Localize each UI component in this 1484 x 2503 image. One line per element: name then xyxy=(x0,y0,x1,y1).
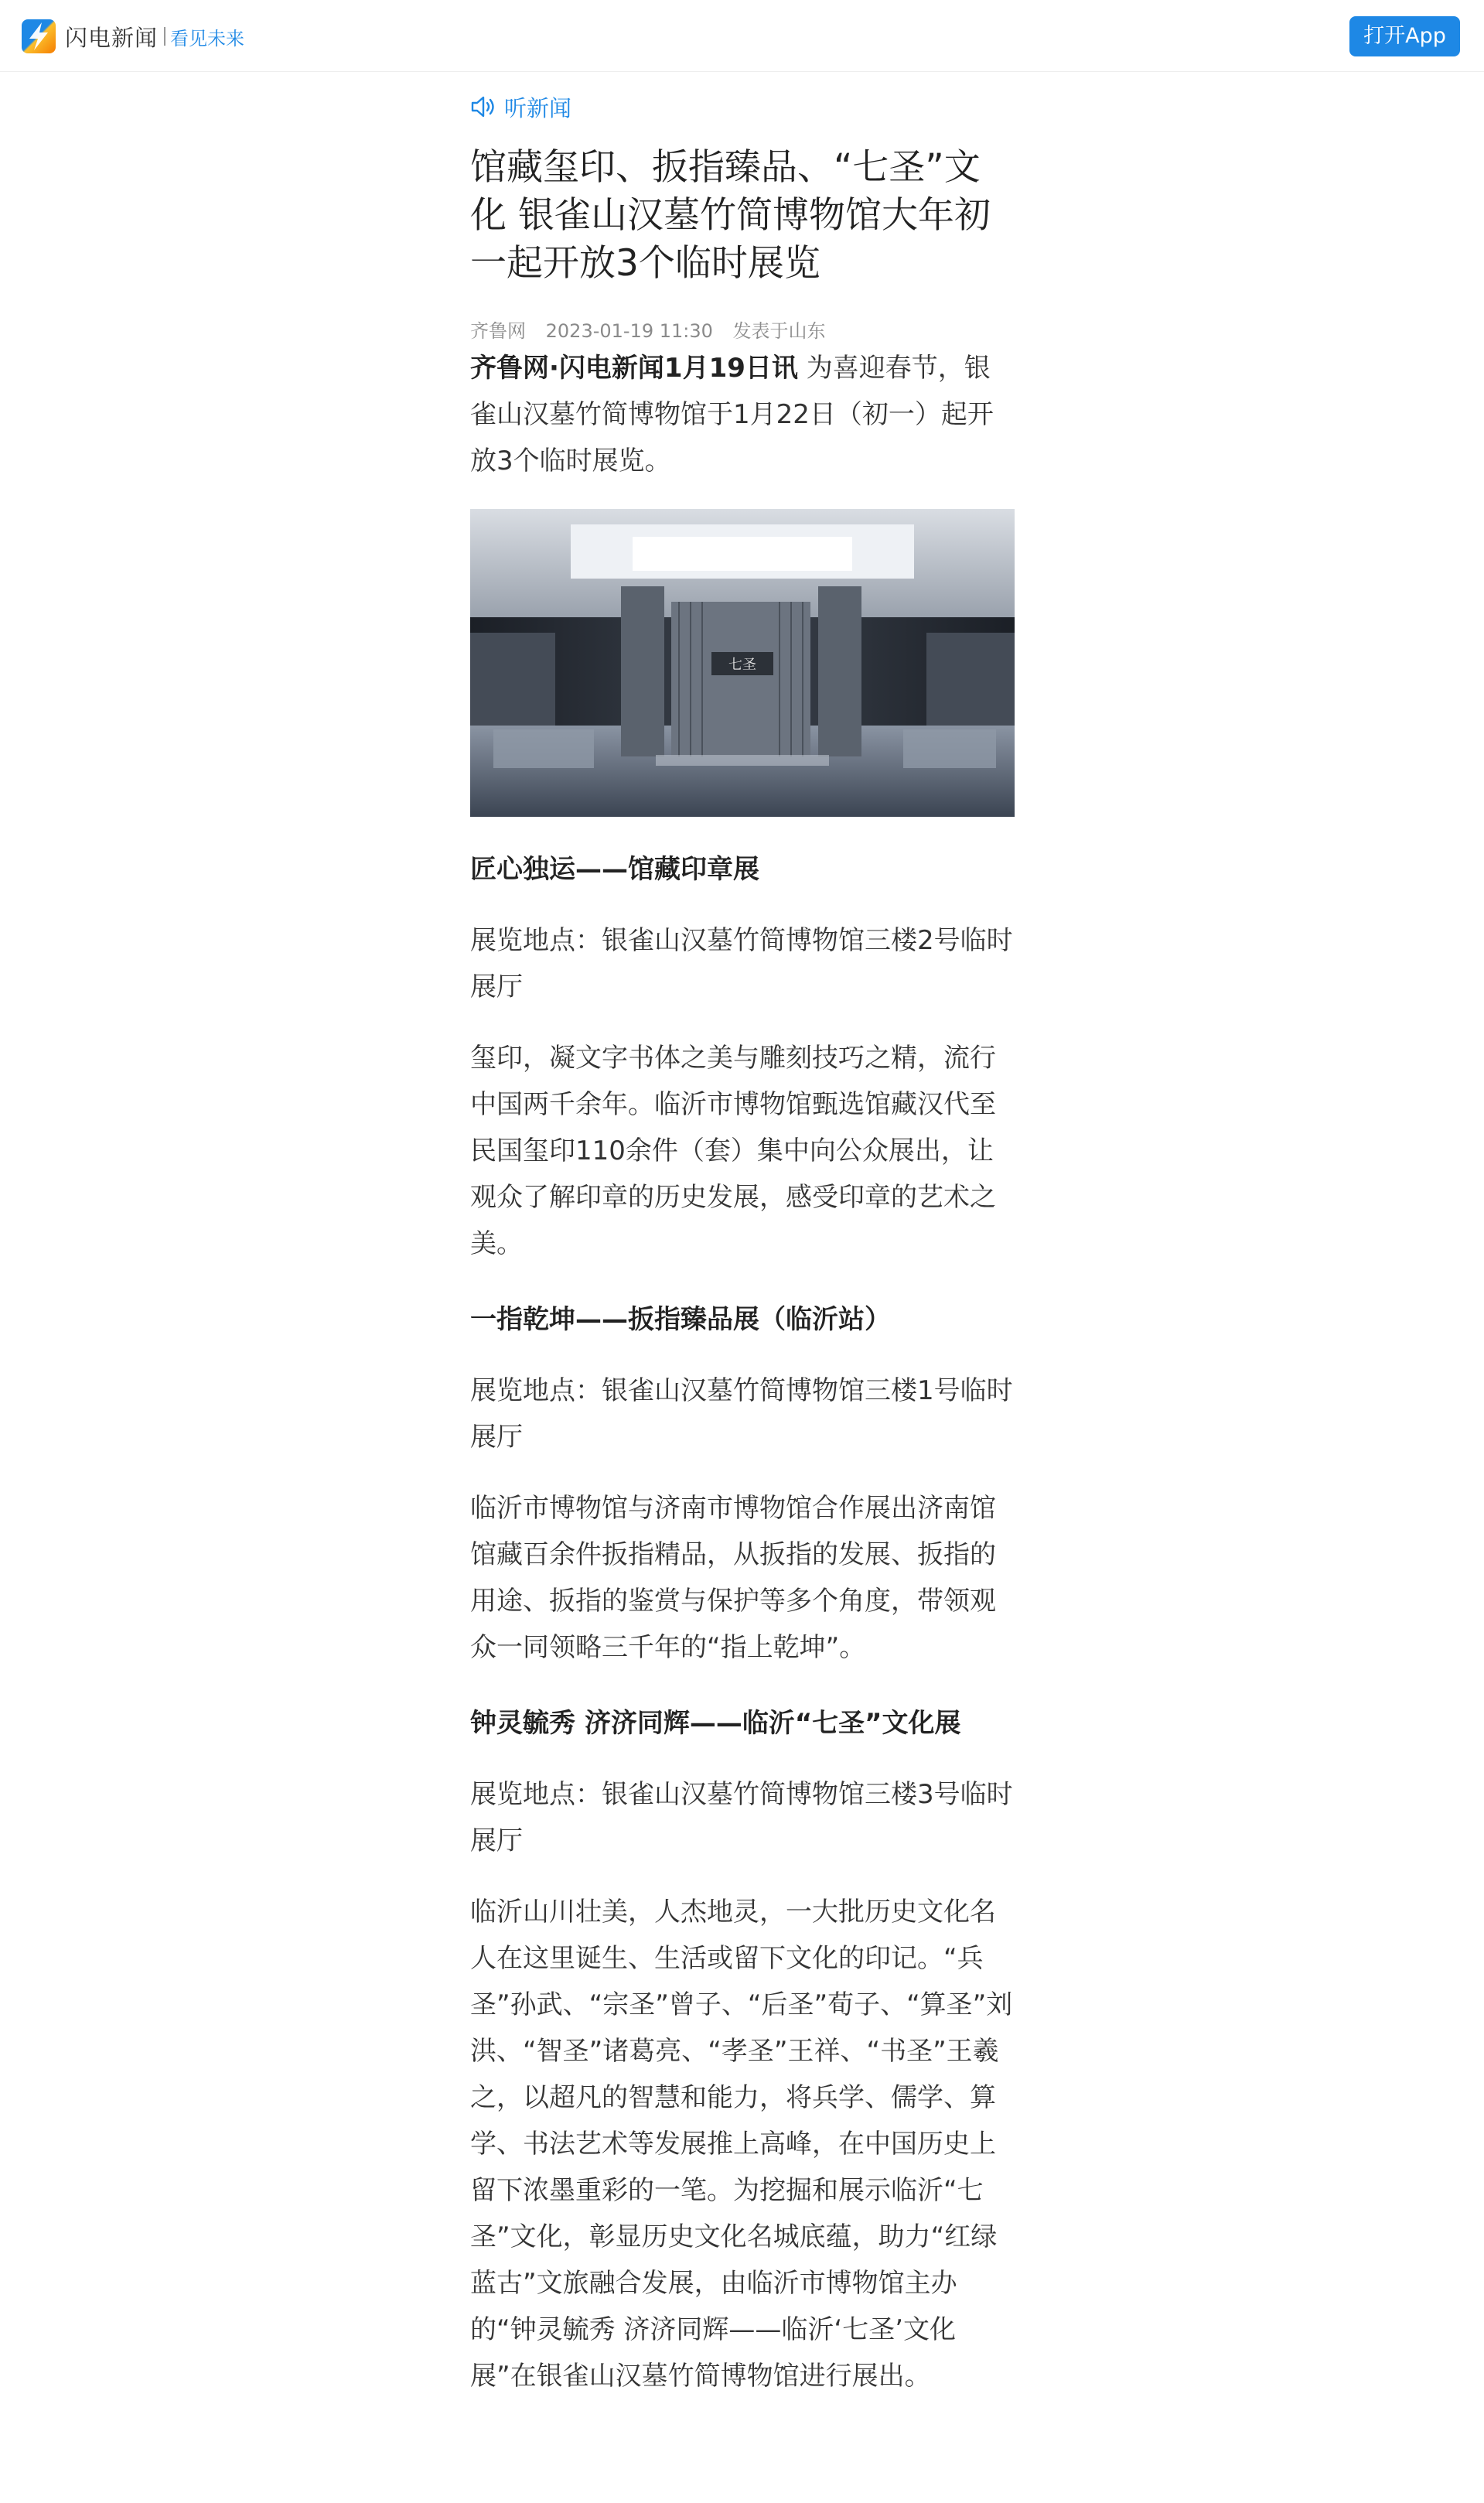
brand-divider xyxy=(164,27,165,46)
section-seven-sages-exhibition xyxy=(470,1700,1015,2399)
lead-paragraph xyxy=(470,345,1015,484)
section-location: 展览地点：银雀山汉墓竹简博物馆三楼2号临时展厅 xyxy=(470,925,1013,1002)
section-body: 临沂山川壮美，人杰地灵，一大批历史文化名人在这里诞生、生活或留下文化的印记。“兵圣”孙武、“宗圣”曾子、“后圣”荀子、“算圣”刘洪、“智圣”诸葛亮、“孝圣”王祥、“书圣”王羲之，以超凡的智慧和能力，将兵学、儒学、算学、书法艺术等发展推上高峰，在中国历史上留下浓墨重彩的一笔。为挖掘和展示临沂“七圣”文化，彰显历史文化名城底蕴，助力“红绿蓝古”文旅融合发展，由临沂市博物馆主办的“钟灵毓秀 济济同辉——临沂‘七圣’文化展”在银雀山汉墓竹简博物馆进行展出。 xyxy=(470,1897,1013,2392)
brand-name: 闪电新闻 xyxy=(65,24,159,51)
section-location: 展览地点：银雀山汉墓竹简博物馆三楼1号临时展厅 xyxy=(470,1375,1013,1453)
article-location: 发表于山东 xyxy=(732,320,826,342)
article-meta xyxy=(470,317,1015,345)
section-body: 临沂市博物馆与济南市博物馆合作展出济南馆馆藏百余件扳指精品，从扳指的发展、扳指的用途、扳指的鉴赏与保护等多个角度，带领观众一同领略三千年的“指上乾坤”。 xyxy=(470,1493,996,1663)
article-source: 齐鲁网 xyxy=(470,320,526,342)
lead-text: 为喜迎春节，银雀山汉墓竹简博物馆于1月22日（初一）起开放3个临时展览。 xyxy=(470,353,994,476)
section-thumb-ring-exhibition xyxy=(470,1296,1015,1671)
exhibition-hall-photo xyxy=(470,509,1015,817)
brand-logo[interactable] xyxy=(22,19,244,53)
section-body: 玺印，凝文字书体之美与雕刻技巧之精，流行中国两千余年。临沂市博物馆甄选馆藏汉代至民国玺印110余件（套）集中向公众展出，让观众了解印章的历史发展，感受印章的艺术之美。 xyxy=(470,1043,996,1259)
section-heading: 一指乾坤——扳指臻品展（临沂站） xyxy=(470,1304,891,1335)
section-heading: 匠心独运——馆藏印章展 xyxy=(470,854,759,885)
article xyxy=(470,90,1015,2399)
article-date: 2023-01-19 11:30 xyxy=(545,320,713,342)
brand-slogan: 看见未来 xyxy=(170,27,245,50)
section-seal-exhibition xyxy=(470,846,1015,1267)
section-heading: 钟灵毓秀 济济同辉——临沂“七圣”文化展 xyxy=(470,1708,961,1739)
section-location: 展览地点：银雀山汉墓竹简博物馆三楼3号临时展厅 xyxy=(470,1779,1013,1856)
top-bar xyxy=(0,0,1484,72)
lightning-logo-icon xyxy=(22,19,56,53)
listen-news-button[interactable] xyxy=(470,90,1015,124)
listen-label: 听新闻 xyxy=(504,94,572,121)
article-title: 馆藏玺印、扳指臻品、“七圣”文化 银雀山汉墓竹简博物馆大年初一起开放3个临时展览 xyxy=(470,146,991,285)
lead-dateline: 齐鲁网·闪电新闻1月19日讯 xyxy=(470,353,798,384)
open-app-button[interactable]: 打开App xyxy=(1349,16,1460,56)
speaker-icon xyxy=(470,95,496,118)
photo-sign-text: 七圣 xyxy=(728,657,756,673)
